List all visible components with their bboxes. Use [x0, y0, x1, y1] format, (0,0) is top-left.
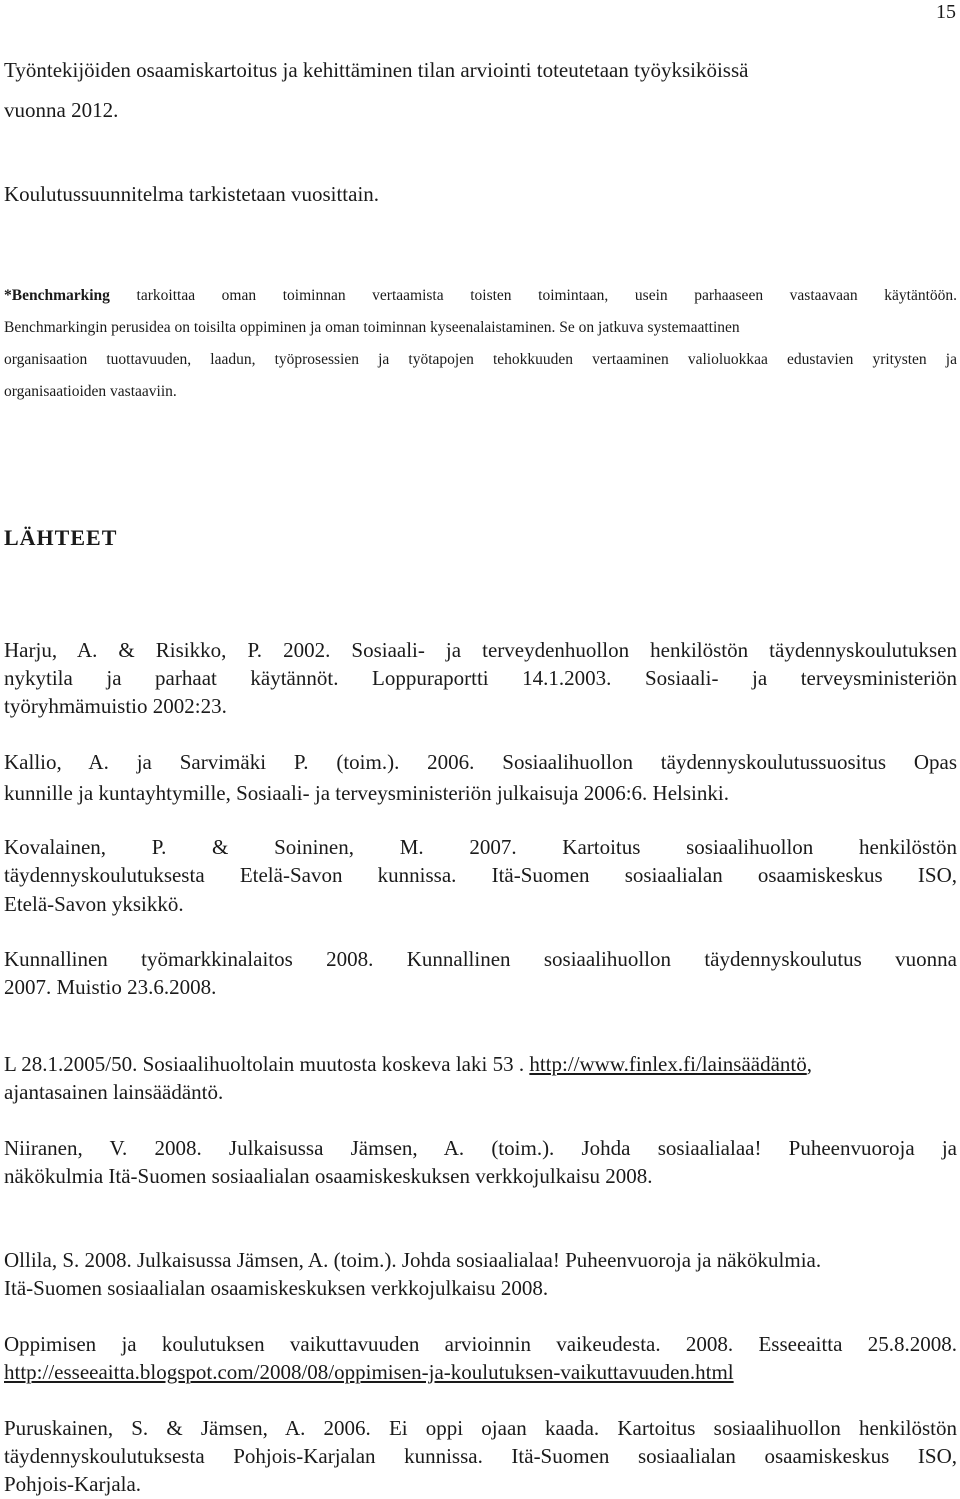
esseeaitta-link[interactable]: http://esseeaitta.blogspot.com/2008/08/oppimisen-ja-koulutuksen-vaikuttavuuden.html — [4, 1360, 734, 1384]
ref-niiranen-line-1: Niiranen, V. 2008. Julkaisussa Jämsen, A. (toim.). Johda sosiaalialaa! Puheenvuoroja ja — [4, 1136, 957, 1160]
ref-laki-line-2: ajantasainen lainsäädäntö. — [4, 1080, 224, 1104]
ref-harju-line-3: työryhmämuistio 2002:23. — [4, 694, 227, 718]
ref-ollila-line-1: Ollila, S. 2008. Julkaisussa Jämsen, A. (toim.). Johda sosiaalialaa! Puheenvuoroja ja näkökulmia. — [4, 1248, 822, 1272]
ref-laki-line-1 — [4, 1050, 812, 1078]
benchmark-line-4: organisaatioiden vastaaviin. — [4, 383, 177, 400]
ref-kallio-line-1: Kallio, A. ja Sarvimäki P. (toim.). 2006. Sosiaalihuollon täydennyskoulutussuositus Opas — [4, 750, 957, 774]
finlex-link[interactable]: http://www.finlex.fi/lainsäädäntö — [529, 1052, 807, 1076]
ref-kunnallinen-line-2: 2007. Muistio 23.6.2008. — [4, 975, 217, 999]
section-heading: LÄHTEET — [4, 525, 118, 550]
intro-line-1: Työntekijöiden osaamiskartoitus ja kehittäminen tilan arviointi toteutetaan työyksiköissä — [4, 58, 749, 82]
ref-kovalainen-line-1: Kovalainen, P. & Soininen, M. 2007. Kartoitus sosiaalihuollon henkilöstön — [4, 835, 957, 859]
intro-line-2: vuonna 2012. — [4, 98, 119, 122]
ref-kovalainen-line-3: Etelä-Savon yksikkö. — [4, 892, 184, 916]
page-number: 15 — [936, 1, 956, 23]
ref-puruskainen-line-3: Pohjois-Karjala. — [4, 1472, 142, 1496]
ref-puruskainen-line-2: täydennyskoulutuksesta Pohjois-Karjalan kunnissa. Itä-Suomen sosiaalialan osaamiskeskus ISO, — [4, 1444, 957, 1468]
benchmark-line-1 — [4, 286, 957, 306]
benchmark-term: *Benchmarking — [4, 287, 110, 304]
ref-oppiminen-line-1: Oppimisen ja koulutuksen vaikuttavuuden arvioinnin vaikeudesta. 2008. Esseeaitta 25.8.2008. — [4, 1332, 957, 1356]
benchmark-line-3: organisaation tuottavuuden, laadun, työprosessien ja työtapojen tehokkuuden vertaaminen valioluokkaa edustavien yritysten ja — [4, 351, 957, 368]
ref-oppiminen-line-2 — [4, 1358, 734, 1386]
ref-kovalainen-line-2: täydennyskoulutuksesta Etelä-Savon kunnissa. Itä-Suomen sosiaalialan osaamiskeskus ISO, — [4, 863, 957, 887]
ref-niiranen-line-2: näkökulmia Itä-Suomen sosiaalialan osaamiskeskuksen verkkojulkaisu 2008. — [4, 1164, 653, 1188]
ref-kunnallinen-line-1: Kunnallinen työmarkkinalaitos 2008. Kunnallinen sosiaalihuollon täydennyskoulutus vuonna — [4, 947, 957, 971]
ref-laki-comma: , — [806, 1052, 813, 1076]
ref-harju-line-2: nykytila ja parhaat käytännöt. Loppuraportti 14.1.2003. Sosiaali- ja terveysministeriön — [4, 666, 957, 690]
benchmark-line-2: Benchmarkingin perusidea on toisilta oppiminen ja oman toiminnan kyseenalaistaminen. Se on jatkuva systemaattinen — [4, 319, 740, 336]
ref-ollila-line-2: Itä-Suomen sosiaalialan osaamiskeskuksen verkkojulkaisu 2008. — [4, 1276, 549, 1300]
benchmark-line-1-text: tarkoittaa oman toiminnan vertaamista toisten toimintaan, usein parhaaseen vastaavaan käytäntöön. — [136, 287, 958, 304]
ref-laki-text: L 28.1.2005/50. Sosiaalihuoltolain muutosta koskeva laki 53 . — [4, 1052, 530, 1076]
ref-harju-line-1: Harju, A. & Risikko, P. 2002. Sosiaali- ja terveydenhuollon henkilöstön täydennyskoulutuksen — [4, 638, 957, 662]
ref-kallio-line-2: kunnille ja kuntayhtymille, Sosiaali- ja terveysministeriön julkaisuja 2006:6. Helsinki. — [4, 781, 729, 805]
intro-line-3: Koulutussuunnitelma tarkistetaan vuosittain. — [4, 182, 380, 206]
ref-puruskainen-line-1: Puruskainen, S. & Jämsen, A. 2006. Ei oppi ojaan kaada. Kartoitus sosiaalihuollon henkilöstön — [4, 1416, 957, 1440]
